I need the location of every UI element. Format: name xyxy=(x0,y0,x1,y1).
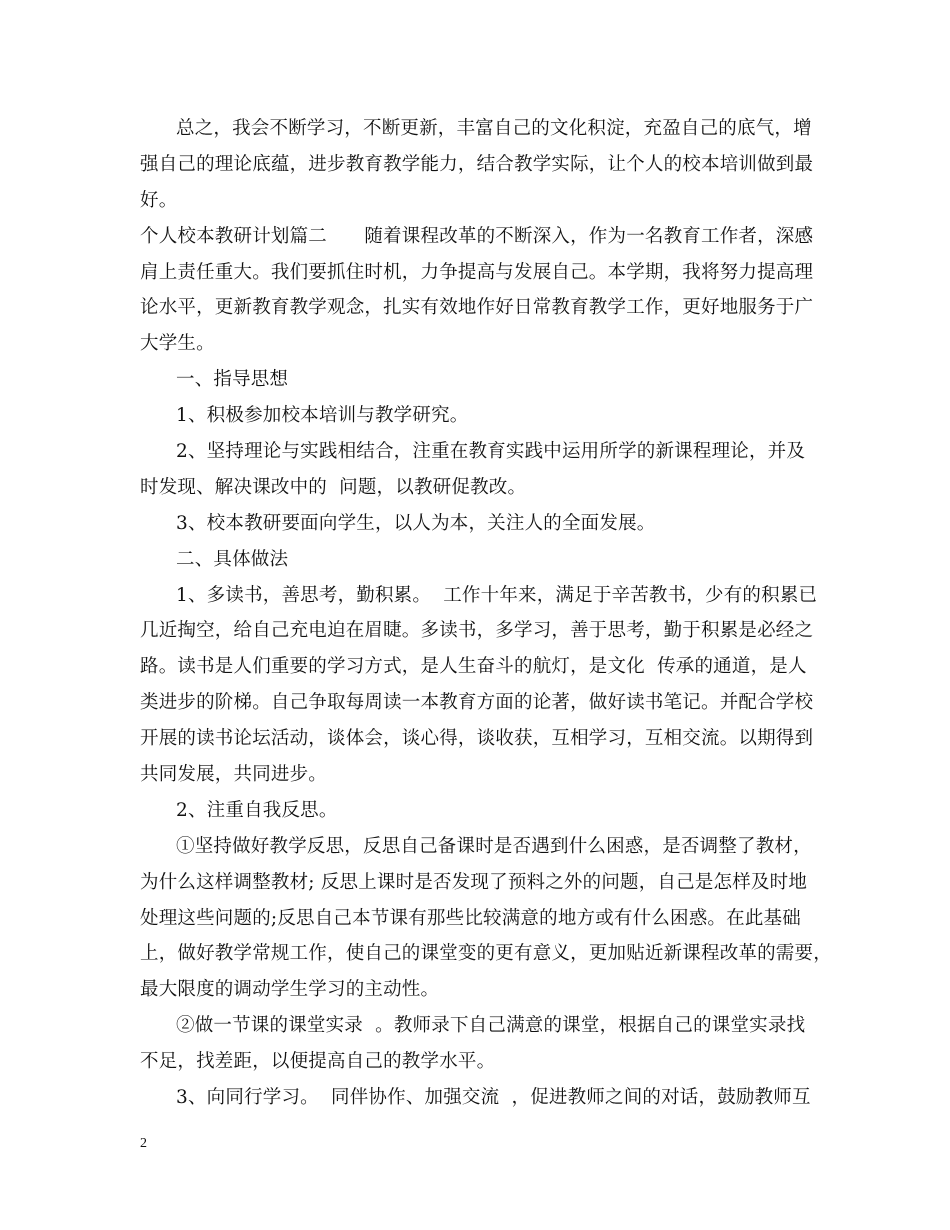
paragraph-line: 上，做好教学常规工作，使自己的课堂变的更有意义，更加贴近新课程改革的需要， xyxy=(140,943,832,965)
body-text xyxy=(140,111,832,1116)
page-number: 2 xyxy=(140,1136,147,1151)
list-item: ②做一节课的课堂实录 。教师录下自己满意的课堂，根据自己的课堂实录找 xyxy=(176,1015,806,1037)
paragraph-line: 开展的读书论坛活动，谈体会，谈心得，谈收获，互相学习，互相交流。以期得到 xyxy=(140,728,814,750)
section-heading: 一、指导思想 xyxy=(176,369,289,391)
list-item: 1、积极参加校本培训与教学研究。 xyxy=(176,405,469,427)
paragraph-line: 强自己的理论底蕴，进步教育教学能力，结合教学实际，让个人的校本培训做到最 xyxy=(140,153,814,175)
section-heading: 二、具体做法 xyxy=(176,548,289,570)
paragraph-line: 肩上责任重大。我们要抓住时机，力争提高与发展自己。本学期，我将努力提高理 xyxy=(140,261,814,283)
paragraph-line: 不足，找差距，以便提高自己的教学水平。 xyxy=(140,1051,496,1073)
paragraph-line: 好。 xyxy=(140,189,178,211)
paragraph-line: 类进步的阶梯。自己争取每周读一本教育方面的论著，做好读书笔记。并配合学校 xyxy=(140,692,814,714)
list-item: 1、多读书，善思考，勤积累。 工作十年来，满足于辛苦教书，少有的积累已 xyxy=(176,584,818,606)
paragraph-line: 时发现、解决课改中的 问题，以教研促教改。 xyxy=(140,476,527,498)
list-item: 3、校本教研要面向学生，以人为本，关注人的全面发展。 xyxy=(176,512,656,534)
paragraph-line: 共同发展，共同进步。 xyxy=(140,764,328,786)
list-item: 3、向同行学习。 同伴协作、加强交流 ，促进教师之间的对话，鼓励教师互 xyxy=(176,1087,811,1109)
list-item: ①坚持做好教学反思，反思自己备课时是否遇到什么困惑，是否调整了教材， xyxy=(176,835,812,857)
paragraph-line: 为什么这样调整教材; 反思上课时是否发现了预料之外的问题，自己是怎样及时地 xyxy=(140,871,808,893)
paragraph-line: 最大限度的调动学生学习的主动性。 xyxy=(140,979,440,1001)
list-item: 2、坚持理论与实践相结合，注重在教育实践中运用所学的新课程理论，并及 xyxy=(176,441,806,463)
list-item: 2、注重自我反思。 xyxy=(176,799,338,821)
paragraph-line: 路。读书是人们重要的学习方式，是人生奋斗的航灯，是文化 传承的通道，是人 xyxy=(140,656,807,678)
paragraph-line: 个人校本教研计划篇二 随着课程改革的不断深入，作为一名教育工作者，深感 xyxy=(140,225,814,247)
paragraph-line: 几近掏空，给自己充电迫在眉睫。多读书，多学习，善于思考，勤于积累是必经之 xyxy=(140,620,814,642)
paragraph-line: 总之，我会不断学习，不断更新，丰富自己的文化积淀，充盈自己的底气，增 xyxy=(176,118,812,139)
paragraph-line: 论水平，更新教育教学观念，扎实有效地作好日常教育教学工作，更好地服务于广 xyxy=(140,297,814,319)
paragraph-line: 处理这些问题的;反思自己本节课有那些比较满意的地方或有什么困惑。在此基础 xyxy=(140,907,801,929)
paragraph-line: 大学生。 xyxy=(140,333,215,355)
